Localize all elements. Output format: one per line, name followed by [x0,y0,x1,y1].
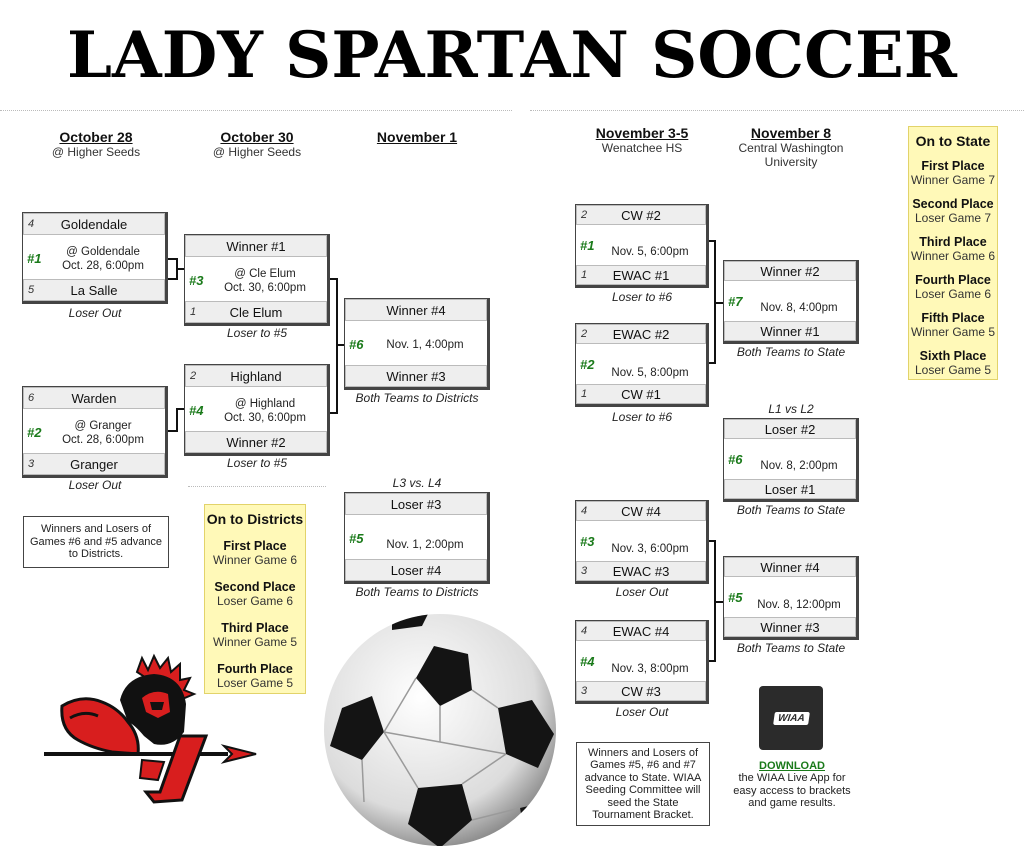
download-link[interactable]: DOWNLOAD [759,760,825,772]
game-time: Nov. 3, 8:00pm [611,663,689,675]
game-4-box [184,364,330,456]
place-name: Sixth Place [919,349,987,363]
divider-right [530,110,1024,111]
team-name: CW #3 [621,683,661,699]
state-game-7-note: Both Teams to State [736,345,846,359]
app-description: the WIAA Live App for easy access to brackets and game results. [733,772,851,809]
place-name: Second Place [912,197,994,211]
state-game-6-box [723,418,859,502]
place-name: First Place [921,159,985,173]
team-name: EWAC #2 [612,326,670,342]
place-name: Third Place [919,235,987,249]
spartan-logo [42,652,258,812]
team-name: La Salle [70,282,118,298]
place-value: Winner Game 5 [910,325,996,339]
game-time: Nov. 5, 6:00pm [611,246,689,258]
seed: 3 [28,458,35,470]
column-header-nov8: November 8 Central Washington University [738,125,844,169]
seed: 6 [28,392,35,404]
state-game-1-note: Loser to #6 [611,290,673,304]
column-header-oct28: October 28 @ Higher Seeds [51,129,141,159]
place-value: Loser Game 7 [914,211,992,225]
team-name: Winner #1 [760,323,820,339]
game-1-note: Loser Out [68,306,122,320]
column-header-nov3-5: November 3-5 Wenatchee HS [595,125,689,155]
game-number: #1 [27,251,42,266]
game-number: #3 [580,534,595,549]
place-name: First Place [223,539,287,553]
districts-advance-note: Winners and Losers of Games #6 and #5 advance to Districts. [23,516,169,568]
team-name: Granger [70,456,118,472]
column-header-nov1: November 1 [376,129,458,145]
team-name: Loser #3 [390,496,442,512]
game-time: Oct. 28, 6:00pm [62,260,144,272]
state-game-2-note: Loser to #6 [611,410,673,424]
game-number: #4 [189,403,204,418]
place-value: Loser Game 6 [914,287,992,301]
game-number: #2 [27,425,42,440]
game-time: Nov. 8, 12:00pm [757,599,841,611]
state-placement-box [908,126,998,380]
game-location: @ Granger [74,420,132,432]
column-header-oct30: October 30 @ Higher Seeds [212,129,302,159]
state-game-4-note: Loser Out [615,705,669,719]
game-time: Nov. 1, 4:00pm [386,339,464,351]
team-name: Winner #2 [760,263,820,279]
bracket-connector [168,258,178,280]
state-game-5-note: Both Teams to State [736,641,846,655]
game-2-note: Loser Out [68,478,122,492]
game-number: #6 [728,452,743,467]
game-location: @ Highland [234,398,296,410]
place-value: Winner Game 7 [910,173,996,187]
place-name: Fifth Place [921,311,985,325]
place-name: Third Place [221,621,289,635]
wiaa-logo-text: WIAA [773,712,809,725]
page-title: LADY SPARTAN SOCCER [67,18,957,93]
seed: 2 [581,209,588,221]
game-number: #5 [349,531,364,546]
seed: 5 [28,284,35,296]
place-value: Loser Game 6 [216,594,294,608]
place-name: Fourth Place [915,273,991,287]
team-name: Winner #4 [386,302,446,318]
team-name: EWAC #4 [612,623,670,639]
game-number: #7 [728,294,743,309]
place-value: Loser Game 5 [914,363,992,377]
team-name: Loser #1 [764,481,816,497]
game-time: Oct. 30, 6:00pm [224,412,306,424]
state-advance-note: Winners and Losers of Games #5, #6 and #7 advance to State. WIAA Seeding Committee will seed the State Tournament Bracket. [576,742,710,826]
team-name: Winner #4 [760,559,820,575]
team-name: Loser #4 [390,562,442,578]
game-5-box [344,492,490,584]
seed: 4 [581,625,588,637]
game-number: #1 [580,238,595,253]
game-1-box [22,212,168,304]
game-time: Nov. 5, 8:00pm [611,367,689,379]
team-name: Winner #3 [760,619,820,635]
state-game-6-matchup: L1 vs L2 [768,402,814,416]
team-name: Winner #2 [226,434,286,450]
game-4-note: Loser to #5 [226,456,288,470]
state-game-4-box [575,620,709,704]
game-time: Oct. 28, 6:00pm [62,434,144,446]
team-name: CW #2 [621,207,661,223]
seed: 3 [581,565,588,577]
game-number: #5 [728,590,743,605]
team-name: Winner #1 [226,238,286,254]
game-number: #6 [349,337,364,352]
game-time: Nov. 8, 2:00pm [760,460,838,472]
seed: 4 [28,218,35,230]
seed: 3 [581,685,588,697]
game-time: Nov. 3, 6:00pm [611,543,689,555]
game-location: @ Cle Elum [234,268,296,280]
divider-left [0,110,512,111]
team-name: EWAC #1 [612,267,670,283]
game-3-box [184,234,330,326]
soccer-ball-image [322,612,558,848]
place-value: Winner Game 6 [910,249,996,263]
state-game-5-box [723,556,859,640]
game-time: Oct. 30, 6:00pm [224,282,306,294]
game-6-box [344,298,490,390]
state-game-3-note: Loser Out [615,585,669,599]
game-2-box [22,386,168,478]
seed: 2 [581,328,588,340]
bracket-connector [168,408,178,432]
divider-districts [188,486,326,487]
state-game-2-box [575,323,709,407]
game-number: #4 [580,654,595,669]
game-number: #2 [580,357,595,372]
seed: 1 [581,269,588,281]
team-name: CW #4 [621,503,661,519]
team-name: EWAC #3 [612,563,670,579]
place-name: Second Place [214,580,296,594]
game-5-note: Both Teams to Districts [355,585,479,599]
seed: 2 [190,370,197,382]
game-time: Nov. 8, 4:00pm [760,302,838,314]
wiaa-app-promo [728,760,856,810]
game-time: Nov. 1, 2:00pm [386,539,464,551]
game-5-matchup: L3 vs. L4 [392,476,442,490]
game-3-note: Loser to #5 [226,326,288,340]
state-game-1-box [575,204,709,288]
state-game-7-box [723,260,859,344]
place-value: Winner Game 6 [212,553,298,567]
districts-heading: On to Districts [206,511,304,527]
state-game-6-note: Both Teams to State [736,503,846,517]
team-name: Warden [71,390,117,406]
team-name: Highland [230,368,282,384]
team-name: Cle Elum [229,304,283,320]
game-location: @ Goldendale [66,246,140,258]
team-name: CW #1 [621,386,661,402]
wiaa-app-logo[interactable] [759,686,823,750]
place-name: Fourth Place [217,662,293,676]
game-6-note: Both Teams to Districts [355,391,479,405]
seed: 4 [581,505,588,517]
team-name: Loser #2 [764,421,816,437]
game-number: #3 [189,273,204,288]
state-heading: On to State [915,133,991,149]
state-game-3-box [575,500,709,584]
team-name: Goldendale [60,216,128,232]
team-name: Winner #3 [386,368,446,384]
place-value: Winner Game 5 [212,635,298,649]
seed: 1 [190,306,197,318]
seed: 1 [581,388,588,400]
place-value: Loser Game 5 [216,676,294,690]
